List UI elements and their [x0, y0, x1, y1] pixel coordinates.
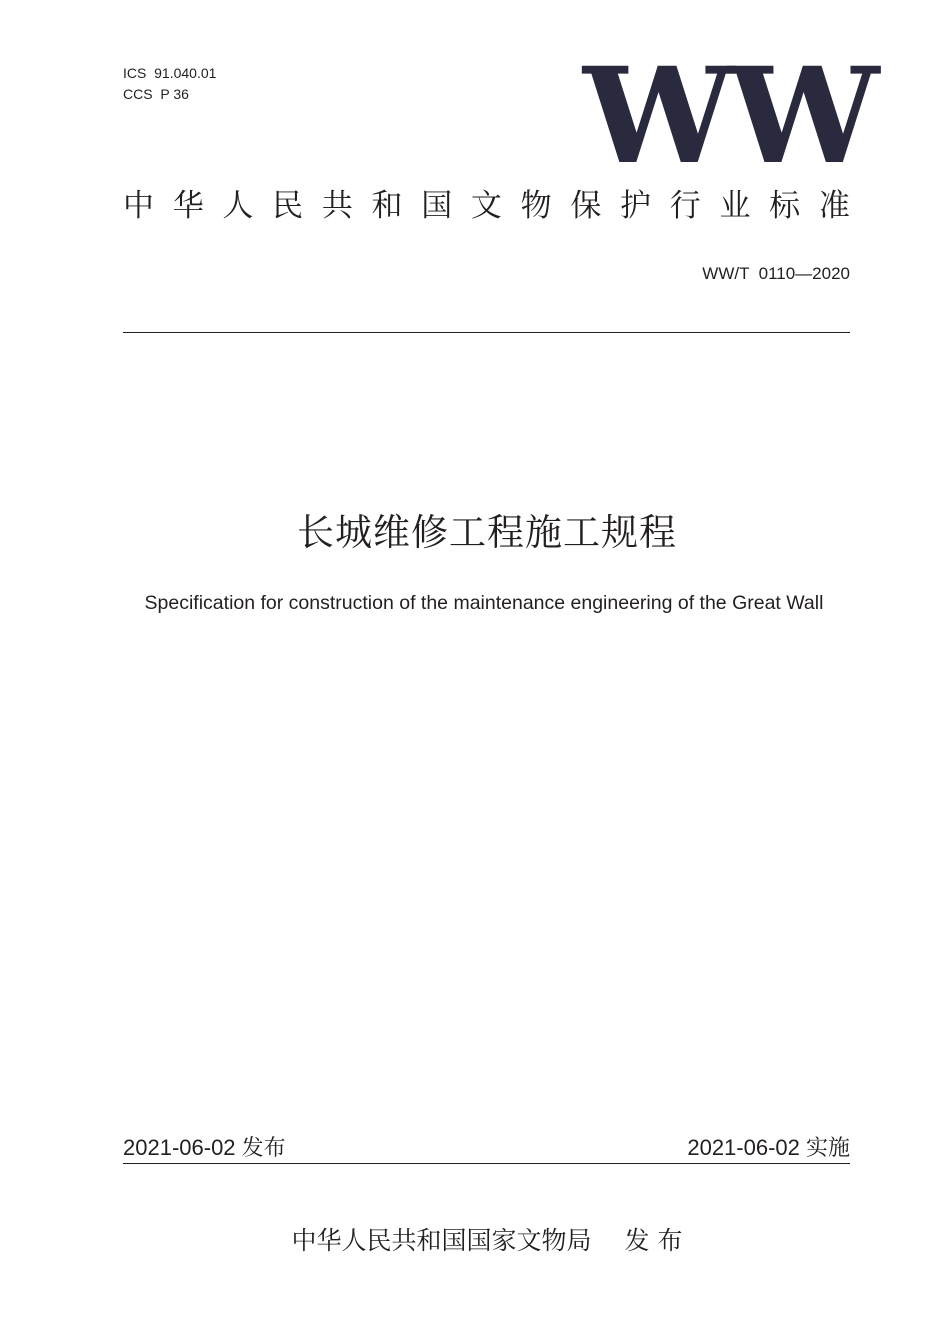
authority-char: 和	[371, 188, 403, 224]
authority-char: 行	[669, 188, 701, 224]
publisher: 中华人民共和国国家文物局 发 布	[291, 1226, 683, 1255]
authority-char: 华	[172, 188, 204, 224]
authority-char: 中	[123, 188, 154, 224]
ww-logo: WW	[583, 39, 874, 194]
chinese-title: 长城维修工程施工规程	[297, 511, 677, 554]
ics-code: ICS 91.040.01	[123, 65, 217, 81]
authority-char: 文	[470, 188, 502, 224]
authority-char: 民	[272, 188, 304, 224]
authority-char: 保	[570, 188, 602, 224]
english-title: Specification for construction of the maintenance engineering of the Great Wall	[144, 592, 824, 614]
authority-char: 共	[321, 188, 353, 224]
authority-char: 人	[222, 188, 254, 224]
implementation-date: 2021-06-02 实施	[687, 1135, 850, 1160]
issue-date: 2021-06-02 发布	[123, 1135, 286, 1160]
authority-char: 标	[769, 188, 801, 224]
top-divider	[123, 332, 850, 333]
authority-char: 国	[421, 188, 453, 224]
authority-char: 护	[620, 188, 652, 224]
authority-title	[123, 184, 850, 228]
standard-number: WW/T 0110—2020	[702, 264, 850, 283]
ccs-code: CCS P 36	[123, 86, 189, 102]
authority-char: 物	[520, 188, 552, 224]
bottom-divider	[123, 1163, 850, 1164]
authority-char: 业	[719, 188, 751, 224]
authority-char: 准	[818, 188, 850, 224]
